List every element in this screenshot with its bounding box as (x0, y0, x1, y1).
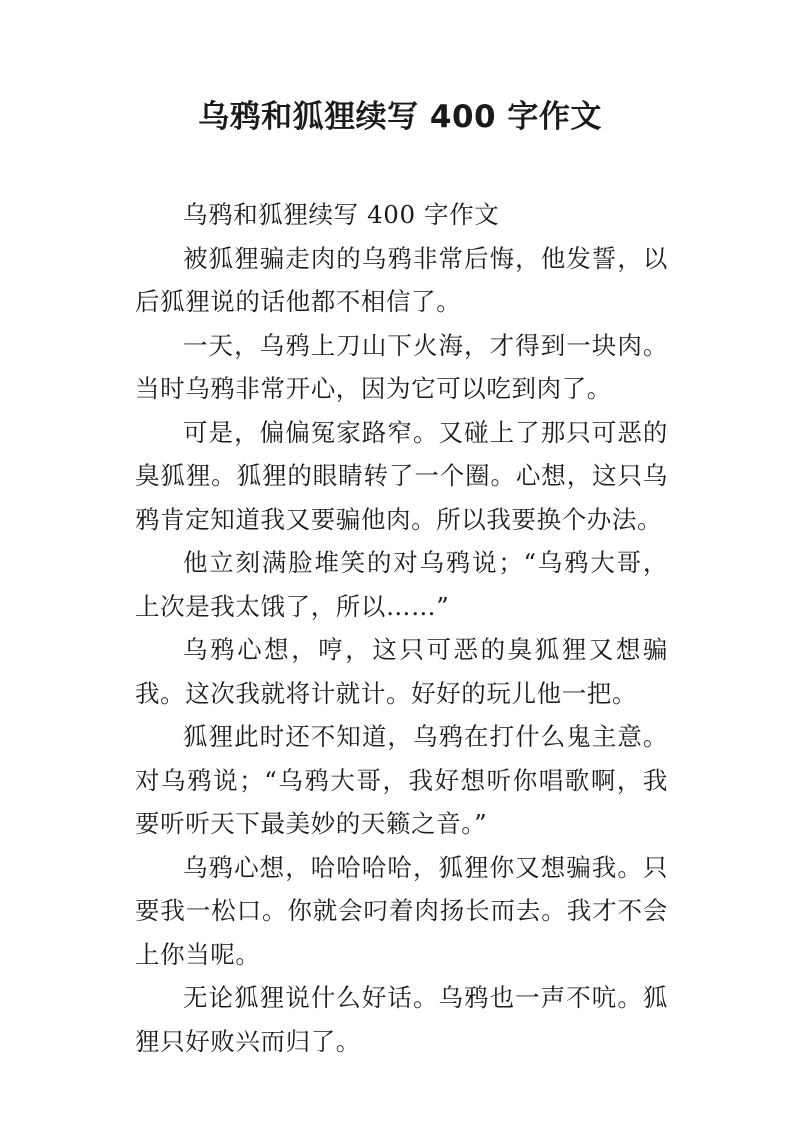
paragraph: 狐狸此时还不知道，乌鸦在打什么鬼主意。对乌鸦说；“乌鸦大哥，我好想听你唱歌啊，我要听听天下最美妙的天籁之音。” (135, 722, 668, 838)
paragraph: 被狐狸骗走肉的乌鸦非常后悔，他发誓，以后狐狸说的话他都不相信了。 (135, 243, 668, 316)
document-title: 乌鸦和狐狸续写 400 字作文 (198, 99, 602, 135)
paragraph: 乌鸦心想，哈哈哈哈，狐狸你又想骗我。只要我一松口。你就会叼着肉扬长而去。我才不会上你当呢。 (135, 852, 668, 969)
paragraph: 他立刻满脸堆笑的对乌鸦说；“乌鸦大哥，上次是我太饿了，所以……” (135, 548, 668, 621)
paragraph: 无论狐狸说什么好话。乌鸦也一声不吭。狐狸只好败兴而归了。 (135, 983, 668, 1056)
paragraph: 可是，偏偏冤家路窄。又碰上了那只可恶的臭狐狸。狐狸的眼睛转了一个圈。心想，这只乌鸦肯定知道我又要骗他肉。所以我要换个办法。 (135, 417, 668, 534)
paragraph-subtitle: 乌鸦和狐狸续写 400 字作文 (183, 200, 500, 229)
paragraph: 一天，乌鸦上刀山下火海，才得到一块肉。当时乌鸦非常开心，因为它可以吃到肉了。 (135, 330, 668, 403)
document-body (135, 193, 668, 1063)
paragraph: 乌鸦心想，哼，这只可恶的臭狐狸又想骗我。这次我就将计就计。好好的玩儿他一把。 (135, 635, 668, 708)
